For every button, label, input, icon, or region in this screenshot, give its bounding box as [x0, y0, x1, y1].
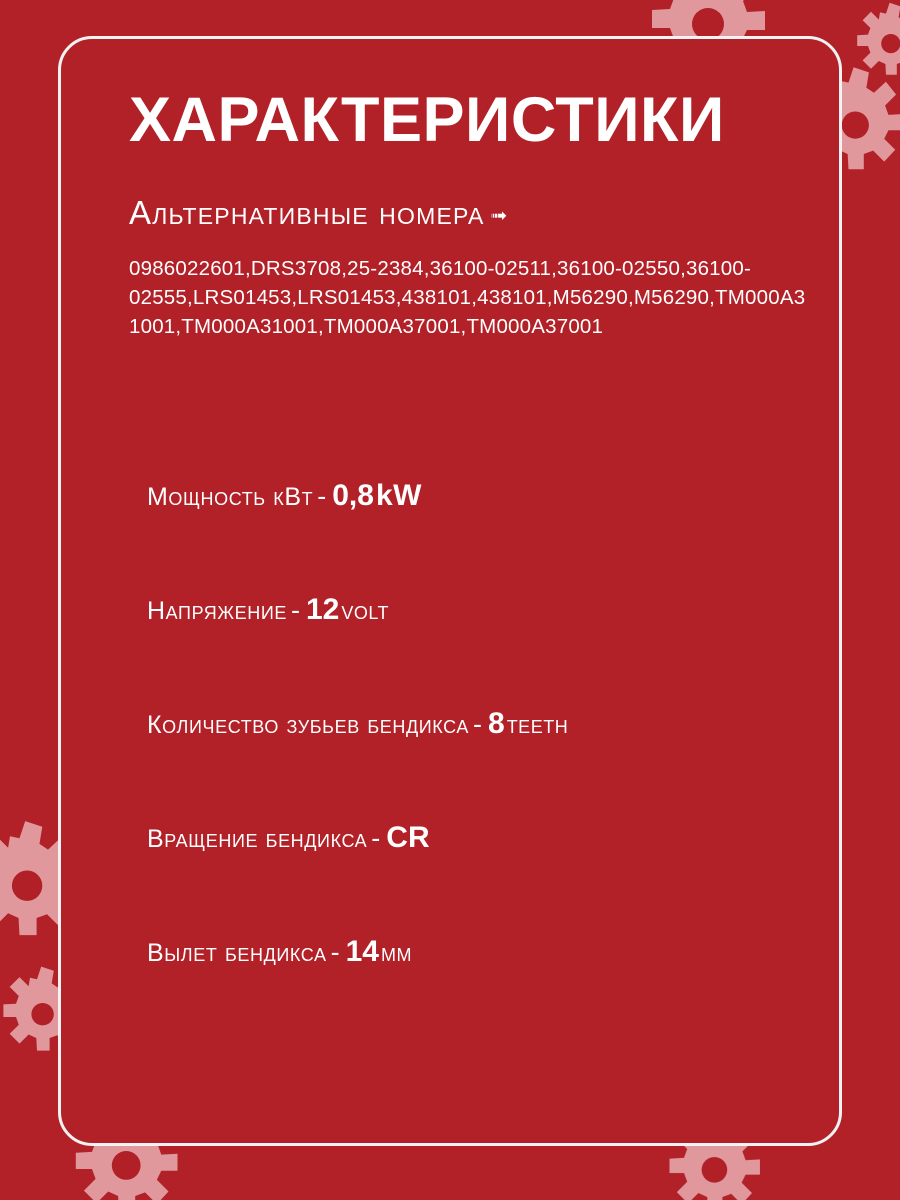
alternative-numbers-heading [129, 194, 509, 232]
spec-unit: мм [380, 939, 412, 967]
spec-label: Количество зубьев бендикса [147, 711, 469, 739]
spec-value: 0,8 [332, 479, 374, 512]
arrow-down-right-icon: ➟ [490, 205, 509, 227]
spec-row [147, 479, 807, 593]
spec-dash: - [330, 937, 340, 967]
spec-value: 12 [305, 593, 340, 626]
spec-label: Вращение бендикса [147, 825, 368, 853]
spec-label: Мощность кВт [147, 483, 314, 511]
spec-value: CR [386, 821, 430, 854]
spec-value: 14 [345, 935, 379, 968]
spec-dash: - [371, 823, 381, 853]
alternative-numbers-heading-label: Альтернативные номера [129, 194, 485, 231]
alternative-numbers-list: 0986022601,DRS3708,25-2384,36100-02511,36100-02550,36100-02555,LRS01453,LRS01453,438101,438101,M56290,M56290,TM000A31001,TM000A31001,TM000A37001,TM000A37001 [129, 257, 806, 339]
spec-label: Вылет бендикса [147, 939, 327, 967]
spec-unit: teeth [506, 711, 569, 739]
spec-dash: - [317, 481, 327, 511]
spec-card [58, 36, 842, 1146]
spec-row [147, 707, 807, 821]
spec-unit: volt [341, 597, 390, 625]
spec-label: Напряжение [147, 597, 287, 625]
spec-dash: - [473, 709, 482, 739]
specs-list [147, 479, 807, 1049]
page-title: ХАРАКТЕРИСТИКИ [129, 85, 725, 155]
spec-unit: kW [375, 479, 422, 512]
spec-dash: - [290, 595, 300, 625]
spec-row [147, 593, 807, 707]
spec-row [147, 935, 807, 1049]
spec-value: 8 [488, 707, 505, 740]
spec-row [147, 821, 807, 935]
